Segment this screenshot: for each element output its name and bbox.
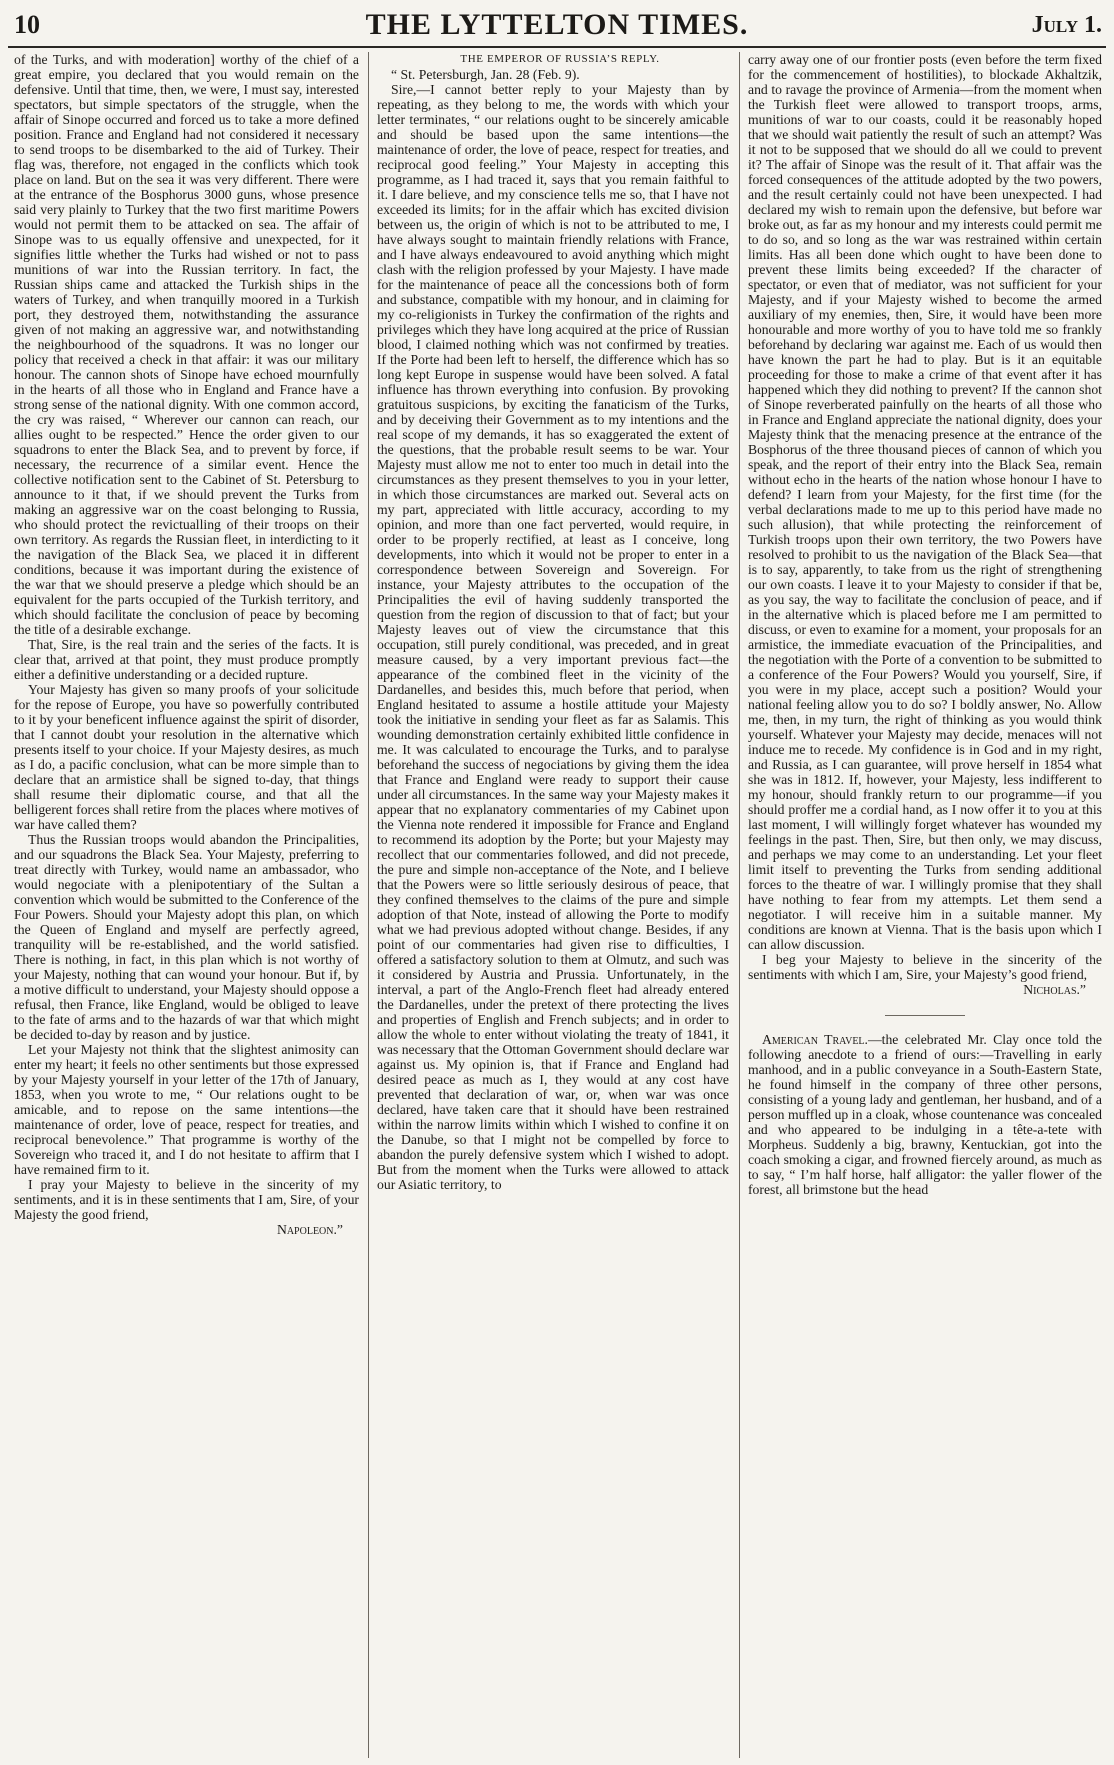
paragraph: of the Turks, and with moderation] worthy of the chief of a great empire, you declared that you would remain on the defensive. Until that time, then, we were, I must say, interested spectators, but simple spectators of the struggle, when the affair of Sinope occurred and forced us to take a more defined position. France and England had not considered it necessary to send troops to be disembarked to the aid of Turkey. Their flag was, therefore, not engaged in the conflicts which took place on land. But on the sea it was very different. There were at the entrance of the Bosphorus 3000 guns, whose presence said very plainly to Turkey that the two first maritime Powers would not permit them to be attacked on sea. The affair of Sinope was to us equally offensive and unexpected, for it signifies little whether the Turks had wished or not to pass munitions of war into the Russian territory. In fact, the Russian ships came and attacked the Turkish ships in the waters of Turkey, and when tranquilly moored in a Turkish port, they destroyed them, notwithstanding the assurance given of not making an aggressive war, and notwithstanding the neighbourhood of the squadrons. It was no longer our policy that received a check in that affair: it was our military honour. The cannon shots of Sinope have echoed mournfully in the hearts of all those who in England and France have a strong sense of the national dignity. With one common accord, the cry was raised, “ Wherever our cannon can reach, our allies ought to be respected.” Hence the order given to our squadrons to enter the Black Sea, and to prevent by force, if necessary, the recurrence of a similar event. Hence the collective notification sent to the Cabinet of St. Petersburg to announce to it that, if we should prevent the Turks from making an aggressive war on the coast belonging to Russia, who should protect the revictualling of their troops on their own territory. As regards the Russian fleet, in interdicting to it the navigation of the Black Sea, we placed it in different conditions, because it was important during the existence of the war that we should preserve a pledge which should be an equivalent for the parts occupied of the Turkish territory, and which should facilitate the conclusion of peace by becoming the title of a desirable exchange. xyxy=(14,52,359,637)
dateline: “ St. Petersburgh, Jan. 28 (Feb. 9). xyxy=(391,67,580,82)
paragraph: Sire,—I cannot better reply to your Majesty than by repeating, as they belong to me, the words with which your letter terminates, “ our relations ought to be sincerely amicable and should be based upon the same intentions—the maintenance of order, the love of peace, respect for treaties, and reciprocal good feeling.” Your Majesty in accepting this programme, as I had traced it, says that you remain faithful to it. I dare believe, and my conscience tells me so, that I have not exceeded its limits; for in the affair which has excited division between us, the origin of which is not to be attributed to me, I have always sought to maintain friendly relations with France, and I have always endeavoured to avoid anything which might clash with the religion professed by your Majesty. I have made for the maintenance of peace all the concessions both of form and substance, compatible with my honour, and in claiming for my co-religionists in Turkey the confirmation of the rights and privileges which they have long acquired at the price of Russian blood, I claimed nothing which was not confirmed by treaties. If the Porte had been left to herself, the difference which has so long kept Europe in suspense would have been solved. A fatal influence has thrown everything into confusion. By provoking gratuitous suspicions, by exciting the fanaticism of the Turks, and by deceiving their Government as to my intentions and the real scope of my demands, it has so exaggerated the extent of the questions, that the probable result seems to be war. Your Majesty must allow me not to enter too much in detail into the circumstances as they present themselves to you in your letter, in which those circumstances are marked out. Several acts on my part, appreciated with little accuracy, according to my opinion, and more than one fact perverted, would require, in order to be properly rectified, at least as I conceive, long developments, into which it would not be proper to enter in a correspondence between Sovereign and Sovereign. For instance, your Majesty attributes to the occupation of the Principalities the evil of having suddenly transported the question from the region of discussion to that of fact; but your Majesty leaves out of view the circumstance that this occupation, still purely conditional, was preceded, and in great measure caused, by a very important previous fact—the appearance of the combined fleet in the vicinity of the Dardanelles, and besides this, much before that period, when England hesitated to assume a hostile attitude your Majesty took the initiative in sending your fleet as far as Salamis. This wounding demonstration certainly exhibited little confidence in me. It was calculated to encourage the Turks, and to paralyse beforehand the success of negociations by giving them the idea that France and England were ready to support their cause under all circumstances. In the same way your Majesty makes it appear that no explanatory commentaries of my Cabinet upon the Vienna note rendered it impossible for France and England to recommend its adoption by the Porte; but your Majesty may recollect that our commentaries followed, and did not precede, the pure and simple non-acceptance of the Note, and I believe that the Powers were so little seriously desirous of peace, that they confined themselves to the claims of the pure and simple adoption of that Note, instead of allowing the Porte to modify what we had previous adopted without change. Besides, if any point of our commentaries had given rise to difficulties, I offered a satisfactory solution to them at Olmutz, and such was it considered by Austria and Prussia. Unfortunately, in the interval, a part of the Anglo-French fleet had already entered the Dardanelles, under the pretext of there protecting the lives and properties of English and French subjects; and in order to allow the whole to enter without violating the treaty of 1841, it was necessary that the Ottoman Government should declare war against us. My opinion is, that if France and England had desired peace as much as I, they would at any cost have prevented that declaration of war, or, when war was once declared, have taken care that it should have been restrained within the narrow limits within which I wished to confine it on the Danube, so that I might not be compelled by force to abandon the purely defensive system which I wished to adopt. But from the moment when the Turks were allowed to attack our Asiatic territory, to xyxy=(377,82,729,1192)
paragraph: I pray your Majesty to believe in the sincerity of my sentiments, and it is in these sentiments that I am, Sire, of your Majesty the good friend, xyxy=(14,1177,359,1222)
paragraph: Your Majesty has given so many proofs of your solicitude for the repose of Europe, you have so powerfully contributed to it by your beneficent influence against the spirit of disorder, that I cannot doubt your resolution in the alternative which presents itself to your choice. If your Majesty desires, as much as I do, a pacific conclusion, what can be more simple than to declare that an armistice shall be signed to-day, that things shall resume their diplomatic course, and that all the belligerent forces shall retire from the places where motives of war have called them? xyxy=(14,682,359,832)
paragraph: Thus the Russian troops would abandon the Principalities, and our squadrons the Black Sea. Your Majesty, preferring to treat directly with Turkey, would name an ambassador, who would negociate with a plenipotentiary of the Sultan a convention which would be submitted to the Conference of the Four Powers. Should your Majesty adopt this plan, on which the Queen of England and myself are perfectly agreed, tranquility will be re-established, and the world satisfied. There is nothing, in fact, in this plan which is not worthy of your Majesty, nothing that can wound your honour. But if, by a motive difficult to understand, your Majesty should oppose a refusal, then France, like England, would be obliged to leave to the fate of arms and to the hazards of war that which might be decided to-day by reason and by justice. xyxy=(14,832,359,1042)
travel-runin-heading: American Travel. xyxy=(762,1032,868,1047)
masthead-rule xyxy=(8,46,1106,48)
travel-text: —the celebrated Mr. Clay once told the following anecdote to a friend of ours:—Travelling in early manhood, and in a public conveyance in a South-Eastern State, he found himself in the company of three other persons, consisting of a young lady and gentleman, her husband, and of a person muffled up in a cloak, whose countenance was concealed and who appeared to be indulging in a tête-a-tete with Morpheus. Suddenly a big, brawny, Kentuckian, got into the coach smoking a cigar, and frowned fiercely around, as much as to say, “ I’m half horse, half alligator: the yaller flower of the forest, all brimstone but the head xyxy=(748,1032,1102,1197)
masthead xyxy=(0,0,1114,50)
travel-article xyxy=(748,1032,1102,1197)
paragraph: I beg your Majesty to believe in the sincerity of the sentiments with which I am, Sire, your Majesty’s good friend, xyxy=(748,952,1102,982)
newspaper-title: THE LYTTELTON TIMES. xyxy=(365,8,749,41)
signature-nicholas: Nicholas.” xyxy=(1023,982,1086,997)
column-divider xyxy=(368,52,369,1758)
page-number: 10 xyxy=(14,10,40,39)
article-heading: THE EMPEROR OF RUSSIA’S REPLY. xyxy=(460,53,660,65)
paragraph: carry away one of our frontier posts (even before the term fixed for the commencement of hostilities), to blockade Akhaltzik, and to ravage the province of Armenia—from the moment when the Turkish fleet were allowed to transport troops, arms, munitions of war to our coasts, could it be reasonably hoped that we should wait patiently the result of such an attempt? Was it not to be supposed that we should do all we could to prevent it? The affair of Sinope was the result of it. That affair was the forced consequences of the attitude adopted by the two powers, and the result certainly could not have been unexpected. I had declared my wish to remain upon the defensive, but before war broke out, as far as my honour and my interests could permit me to do so, and so long as the war was restrained within certain limits. Has all been done which ought to have been done to prevent these limits being exceeded? If the character of spectator, or even that of mediator, was not sufficient for your Majesty, and if your Majesty wished to become the armed auxiliary of my enemies, then, Sire, it would have been more honourable and more worthy of you to have told me so frankly beforehand by declaring war against me. Each of us would then have known the part he had to play. But is it an equitable proceeding for those to make a crime of that event after it has happened which they did nothing to prevent? If the cannon shot of Sinope reverberated painfully on the hearts of all those who in France and England appreciate the national dignity, does your Majesty think that the menacing presence at the entrance of the Bosphorus of the three thousand pieces of cannon of which you speak, and the report of their entry into the Black Sea, remain without echo in the hearts of the nation whose honour I have to defend? I learn from your Majesty, for the first time (for the verbal declarations made to me up to this period have made no such allusion), that while protecting the reinforcement of Turkish troops upon their own territory, the two Powers have resolved to prohibit to us the navigation of the Black Sea—that is to say, apparently, to take from us the right of strengthening our own coasts. I leave it to your Majesty to consider if that be, as you say, the way to facilitate the conclusion of peace, and if in the alternative which is placed before me I am permitted to discuss, or even to examine for a moment, your proposals for an armistice, the immediate evacuation of the Principalities, and the negotiation with the Porte of a convention to be submitted to a conference of the Four Powers? Would you yourself, Sire, if you were in my place, accept such a position? Would your national feeling allow you to do so? I boldly answer, No. Allow me, then, in my turn, the right of thinking as you would think yourself. Whatever your Majesty may decide, menaces will not induce me to recede. My confidence is in God and in my right, and Russia, as I can guarantee, will prove herself in 1854 what she was in 1812. If, however, your Majesty, less indifferent to my honour, should frankly return to our programme—if you should proffer me a cordial hand, as I now offer it to you at this last moment, I will willingly forget whatever has wounded my feelings in the past. Then, Sire, but then only, we may discuss, and perhaps we may come to an understanding. Let your fleet limit itself to preventing the Turks from sending additional forces to the theatre of war. I willingly promise that they shall have nothing to fear from my attempts. Let them send a negotiator. I will receive him in a suitable manner. My conditions are known at Vienna. That is the basis upon which I can allow discussion. xyxy=(748,52,1102,952)
issue-date: July 1. xyxy=(1031,12,1102,38)
article-separator xyxy=(885,1015,965,1016)
column-3 xyxy=(748,52,1102,1758)
column-divider xyxy=(739,52,740,1758)
column-1 xyxy=(14,52,359,1758)
signature-napoleon: Napoleon.” xyxy=(276,1222,343,1237)
column-2 xyxy=(377,52,729,1758)
paragraph: That, Sire, is the real train and the series of the facts. It is clear that, arrived at that point, they must produce promptly either a definitive understanding or a decided rupture. xyxy=(14,637,359,682)
paragraph: Let your Majesty not think that the slightest animosity can enter my heart; it feels no other sentiments but those expressed by your Majesty yourself in your letter of the 17th of January, 1853, when you wrote to me, “ Our relations ought to be amicable, and to repose on the same intentions—the maintenance of order, love of peace, respect for treaties, and reciprocal benevolence.” That programme is worthy of the Sovereign who traced it, and I do not hesitate to affirm that I have remained firm to it. xyxy=(14,1042,359,1177)
